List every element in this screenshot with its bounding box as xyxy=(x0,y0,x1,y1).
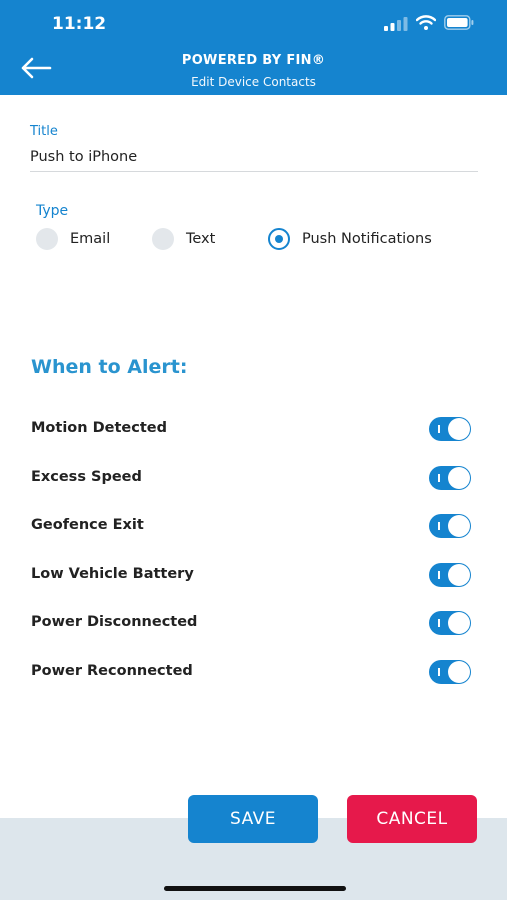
alert-row-power-disconnected xyxy=(31,610,471,636)
alert-toggle-switch[interactable] xyxy=(429,563,471,587)
alert-toggle-switch[interactable] xyxy=(429,417,471,441)
header-title: POWERED BY FIN® xyxy=(181,53,326,68)
radio-button-unselected[interactable] xyxy=(152,228,174,250)
title-input[interactable] xyxy=(30,143,478,172)
battery-icon xyxy=(444,15,474,30)
alert-row-geofence-exit xyxy=(31,513,471,539)
radio-label: Text xyxy=(186,231,216,247)
radio-label: Email xyxy=(70,231,111,247)
alert-label: Low Vehicle Battery xyxy=(31,566,194,582)
alert-label: Power Reconnected xyxy=(31,663,193,679)
alert-label: Motion Detected xyxy=(31,420,168,436)
alert-row-low-vehicle-battery xyxy=(31,562,471,588)
alert-toggle-switch[interactable] xyxy=(429,660,471,684)
radio-button-selected[interactable] xyxy=(268,228,290,250)
alert-row-power-reconnected xyxy=(31,659,471,685)
radio-label: Push Notifications xyxy=(302,231,432,247)
save-button[interactable]: SAVE xyxy=(188,795,318,843)
alert-label: Excess Speed xyxy=(31,469,142,485)
cellular-signal-icon xyxy=(384,17,408,31)
alert-row-motion-detected xyxy=(31,416,471,442)
wifi-icon xyxy=(416,14,436,31)
when-to-alert-heading: When to Alert: xyxy=(31,356,188,378)
type-label: Type xyxy=(36,203,69,219)
cancel-button[interactable]: CANCEL xyxy=(347,795,477,843)
app-header xyxy=(0,0,507,95)
alert-toggle-switch[interactable] xyxy=(429,466,471,490)
status-time: 11:12 xyxy=(52,14,107,34)
header-subtitle: Edit Device Contacts xyxy=(191,75,316,89)
alert-row-excess-speed xyxy=(31,465,471,491)
type-radio-push-notifications[interactable] xyxy=(268,228,432,250)
home-indicator xyxy=(164,886,346,891)
type-radio-text[interactable] xyxy=(152,228,215,250)
alert-toggle-switch[interactable] xyxy=(429,514,471,538)
title-field-label: Title xyxy=(30,124,58,139)
alert-toggle-switch[interactable] xyxy=(429,611,471,635)
alert-label: Geofence Exit xyxy=(31,517,144,533)
alert-label: Power Disconnected xyxy=(31,614,198,630)
radio-button-unselected[interactable] xyxy=(36,228,58,250)
type-radio-email[interactable] xyxy=(36,228,110,250)
